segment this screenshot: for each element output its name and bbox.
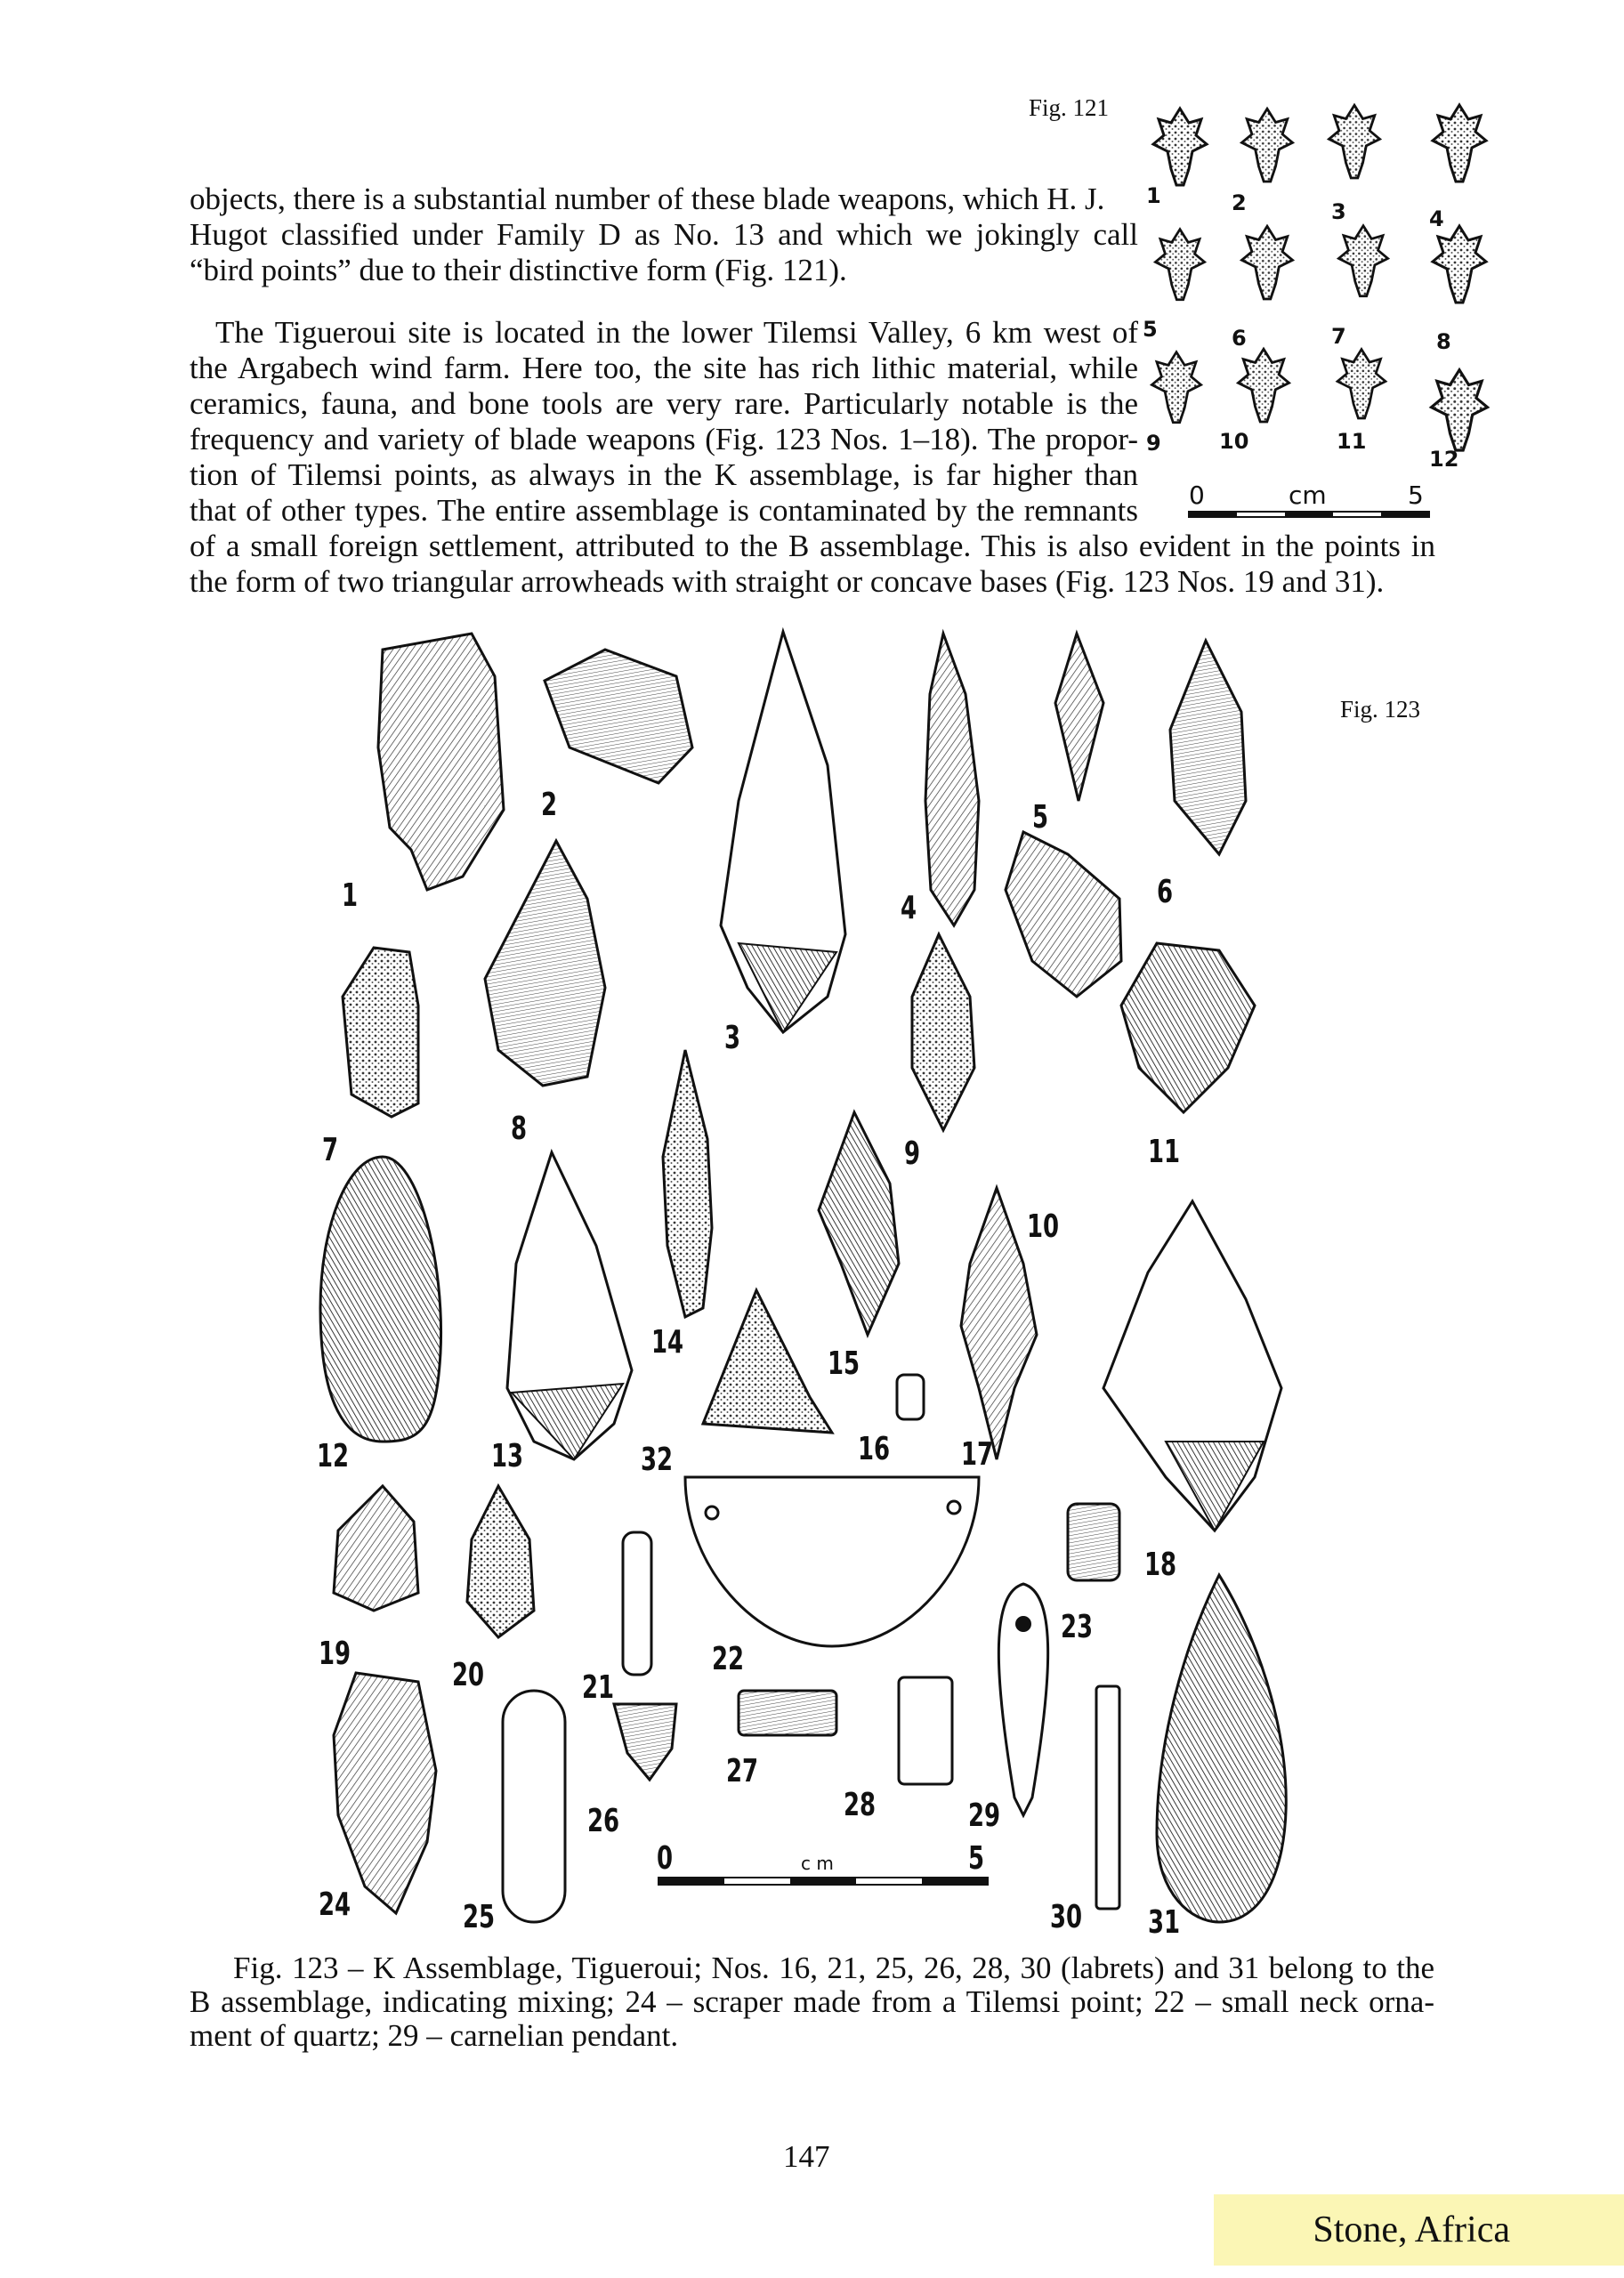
- fig123-number-10: 10: [1027, 1208, 1060, 1245]
- text-line: “bird points” due to their distinctive form (Fig. 121).: [190, 253, 847, 287]
- artifact-14: [663, 1050, 712, 1317]
- fig123-number-30: 30: [1050, 1899, 1083, 1935]
- fig121-number-11: 11: [1337, 429, 1367, 454]
- fig121-number-8: 8: [1436, 329, 1451, 354]
- fig123-number-20: 20: [452, 1657, 485, 1693]
- fig121-number-3: 3: [1331, 199, 1346, 224]
- fig123-number-17: 17: [961, 1436, 994, 1473]
- fig123-number-14: 14: [651, 1324, 684, 1361]
- fig123-number-26: 26: [587, 1803, 620, 1839]
- fig123-number-7: 7: [322, 1132, 339, 1168]
- fig121-scale-zero: 0: [1189, 481, 1205, 510]
- artifact-23: [1068, 1504, 1119, 1580]
- artifact-28: [899, 1677, 952, 1784]
- artifact-12: [320, 1157, 441, 1442]
- fig123-number-22: 22: [712, 1641, 745, 1677]
- fig121-point-3: [1329, 105, 1380, 178]
- page-number: 147: [783, 2139, 830, 2174]
- artifact-4: [925, 634, 979, 925]
- text-line: that of other types. The entire assemblage is contaminated by the remnants: [190, 493, 1138, 528]
- artifact-8: [485, 841, 605, 1086]
- fig121-number-2: 2: [1232, 190, 1247, 215]
- text-line: The Tigueroui site is located in the lower Tilemsi Valley, 6 km west of: [215, 315, 1138, 350]
- fig123-number-19: 19: [319, 1636, 351, 1672]
- fig121-point-12: [1432, 370, 1488, 450]
- fig123-number-6: 6: [1157, 874, 1174, 910]
- artifact-22: [685, 1477, 979, 1646]
- artifact-32: [703, 1290, 832, 1433]
- fig123-number-9: 9: [904, 1135, 921, 1172]
- text-line: tion of Tilemsi points, as always in the K assemblage, is far higher than: [190, 457, 1138, 492]
- text-line: the form of two triangular arrowheads with straight or concave bases (Fig. 123 Nos. 19 and 31).: [190, 564, 1385, 599]
- fig123-number-11: 11: [1148, 1134, 1181, 1170]
- fig121-point-4: [1433, 105, 1486, 182]
- fig121-scale-unit: cm: [1289, 481, 1327, 510]
- fig121-point-10: [1239, 349, 1289, 422]
- caption-line: Fig. 123 – K Assemblage, Tigueroui; Nos. 16, 21, 25, 26, 28, 30 (labrets) and 31 belong to the: [233, 1951, 1434, 1985]
- fig123-number-24: 24: [319, 1886, 351, 1923]
- fig121-number-12: 12: [1429, 447, 1459, 472]
- section-tag-label: Stone, Africa: [1313, 2209, 1510, 2250]
- fig121-scale-bar: [1189, 512, 1429, 517]
- fig123-number-3: 3: [724, 1020, 741, 1056]
- text-line: the Argabech wind farm. Here too, the site has rich lithic material, while: [190, 351, 1138, 385]
- artifact-6: [1170, 641, 1246, 854]
- artifact-17: [961, 1188, 1037, 1459]
- fig121-point-9: [1151, 352, 1200, 423]
- fig123-number-4: 4: [901, 890, 917, 926]
- artifact-30: [1096, 1686, 1119, 1909]
- fig123-number-16: 16: [858, 1431, 891, 1467]
- fig123-number-8: 8: [511, 1111, 528, 1147]
- fig121-point-6: [1242, 226, 1293, 299]
- artifact-27: [739, 1691, 836, 1735]
- fig123-scale-unit: c m: [801, 1853, 834, 1874]
- fig121-number-5: 5: [1143, 317, 1158, 342]
- artifact-31: [1157, 1575, 1286, 1922]
- artifact-1: [378, 634, 504, 890]
- fig121-number-6: 6: [1232, 326, 1247, 351]
- fig121-number-10: 10: [1219, 429, 1249, 454]
- fig121-number-7: 7: [1331, 324, 1346, 349]
- artifact-7: [343, 948, 418, 1117]
- artifact-20: [467, 1486, 534, 1637]
- fig123-number-28: 28: [844, 1787, 877, 1823]
- fig123-number-15: 15: [828, 1345, 860, 1382]
- artifact-5: [1055, 634, 1103, 801]
- artifact-21: [623, 1532, 651, 1675]
- artifact-11: [1121, 943, 1255, 1112]
- text-line: objects, there is a substantial number of these blade weapons, which H. J.: [190, 182, 1105, 216]
- section-tag: [1214, 2194, 1624, 2266]
- fig121-label: Fig. 121: [1029, 94, 1110, 121]
- fig121-scale-five: 5: [1408, 481, 1424, 510]
- artifact-10: [1006, 832, 1121, 997]
- fig123-label: Fig. 123: [1340, 696, 1421, 723]
- fig121-number-4: 4: [1429, 206, 1444, 231]
- fig123-number-1: 1: [342, 877, 359, 914]
- artifact-16: [897, 1375, 924, 1419]
- artifact-26: [614, 1704, 676, 1780]
- fig121-point-7: [1338, 226, 1387, 296]
- fig123-scale-zero: 0: [657, 1840, 674, 1877]
- artifact-25: [503, 1691, 565, 1922]
- artifact-24: [334, 1673, 436, 1913]
- fig123-number-27: 27: [726, 1753, 759, 1789]
- text-line: frequency and variety of blade weapons (Fig. 123 Nos. 1–18). The propor-: [190, 422, 1138, 456]
- artifact-9: [912, 934, 974, 1130]
- caption-line: ment of quartz; 29 – carnelian pendant.: [190, 2018, 679, 2053]
- fig123-number-31: 31: [1148, 1904, 1181, 1941]
- fig121-point-2: [1242, 109, 1293, 182]
- fig123-number-32: 32: [641, 1442, 674, 1478]
- artifact-2: [545, 650, 692, 783]
- fig121-point-8: [1433, 226, 1486, 303]
- fig123-number-25: 25: [463, 1899, 496, 1935]
- fig121-point-1: [1153, 109, 1207, 185]
- text-line: ceramics, fauna, and bone tools are very rare. Particularly notable is the: [190, 386, 1138, 421]
- fig123-number-21: 21: [582, 1669, 615, 1706]
- fig123-scale-five: 5: [968, 1840, 985, 1877]
- fig123-number-13: 13: [491, 1438, 524, 1474]
- fig123-number-18: 18: [1144, 1547, 1177, 1583]
- fig123-number-29: 29: [968, 1797, 1001, 1834]
- fig123-number-2: 2: [541, 787, 558, 823]
- text-line: Hugot classified under Family D as No. 13 and which we jokingly call: [190, 217, 1138, 252]
- caption-line: B assemblage, indicating mixing; 24 – scraper made from a Tilemsi point; 22 – small neck orna-: [190, 1984, 1434, 2019]
- fig121-point-11: [1337, 350, 1386, 418]
- artifact-15: [819, 1112, 899, 1335]
- fig121-number-9: 9: [1146, 431, 1161, 456]
- fig121-number-1: 1: [1146, 183, 1161, 208]
- fig123-number-12: 12: [317, 1438, 350, 1474]
- fig123-number-23: 23: [1061, 1609, 1094, 1645]
- text-line: of a small foreign settlement, attributed to the B assemblage. This is also evident in the points in: [190, 529, 1435, 563]
- fig121-point-5: [1155, 230, 1204, 300]
- artifact-19: [334, 1486, 418, 1611]
- fig123-scale-bar: [658, 1878, 988, 1885]
- fig123-number-5: 5: [1032, 799, 1049, 836]
